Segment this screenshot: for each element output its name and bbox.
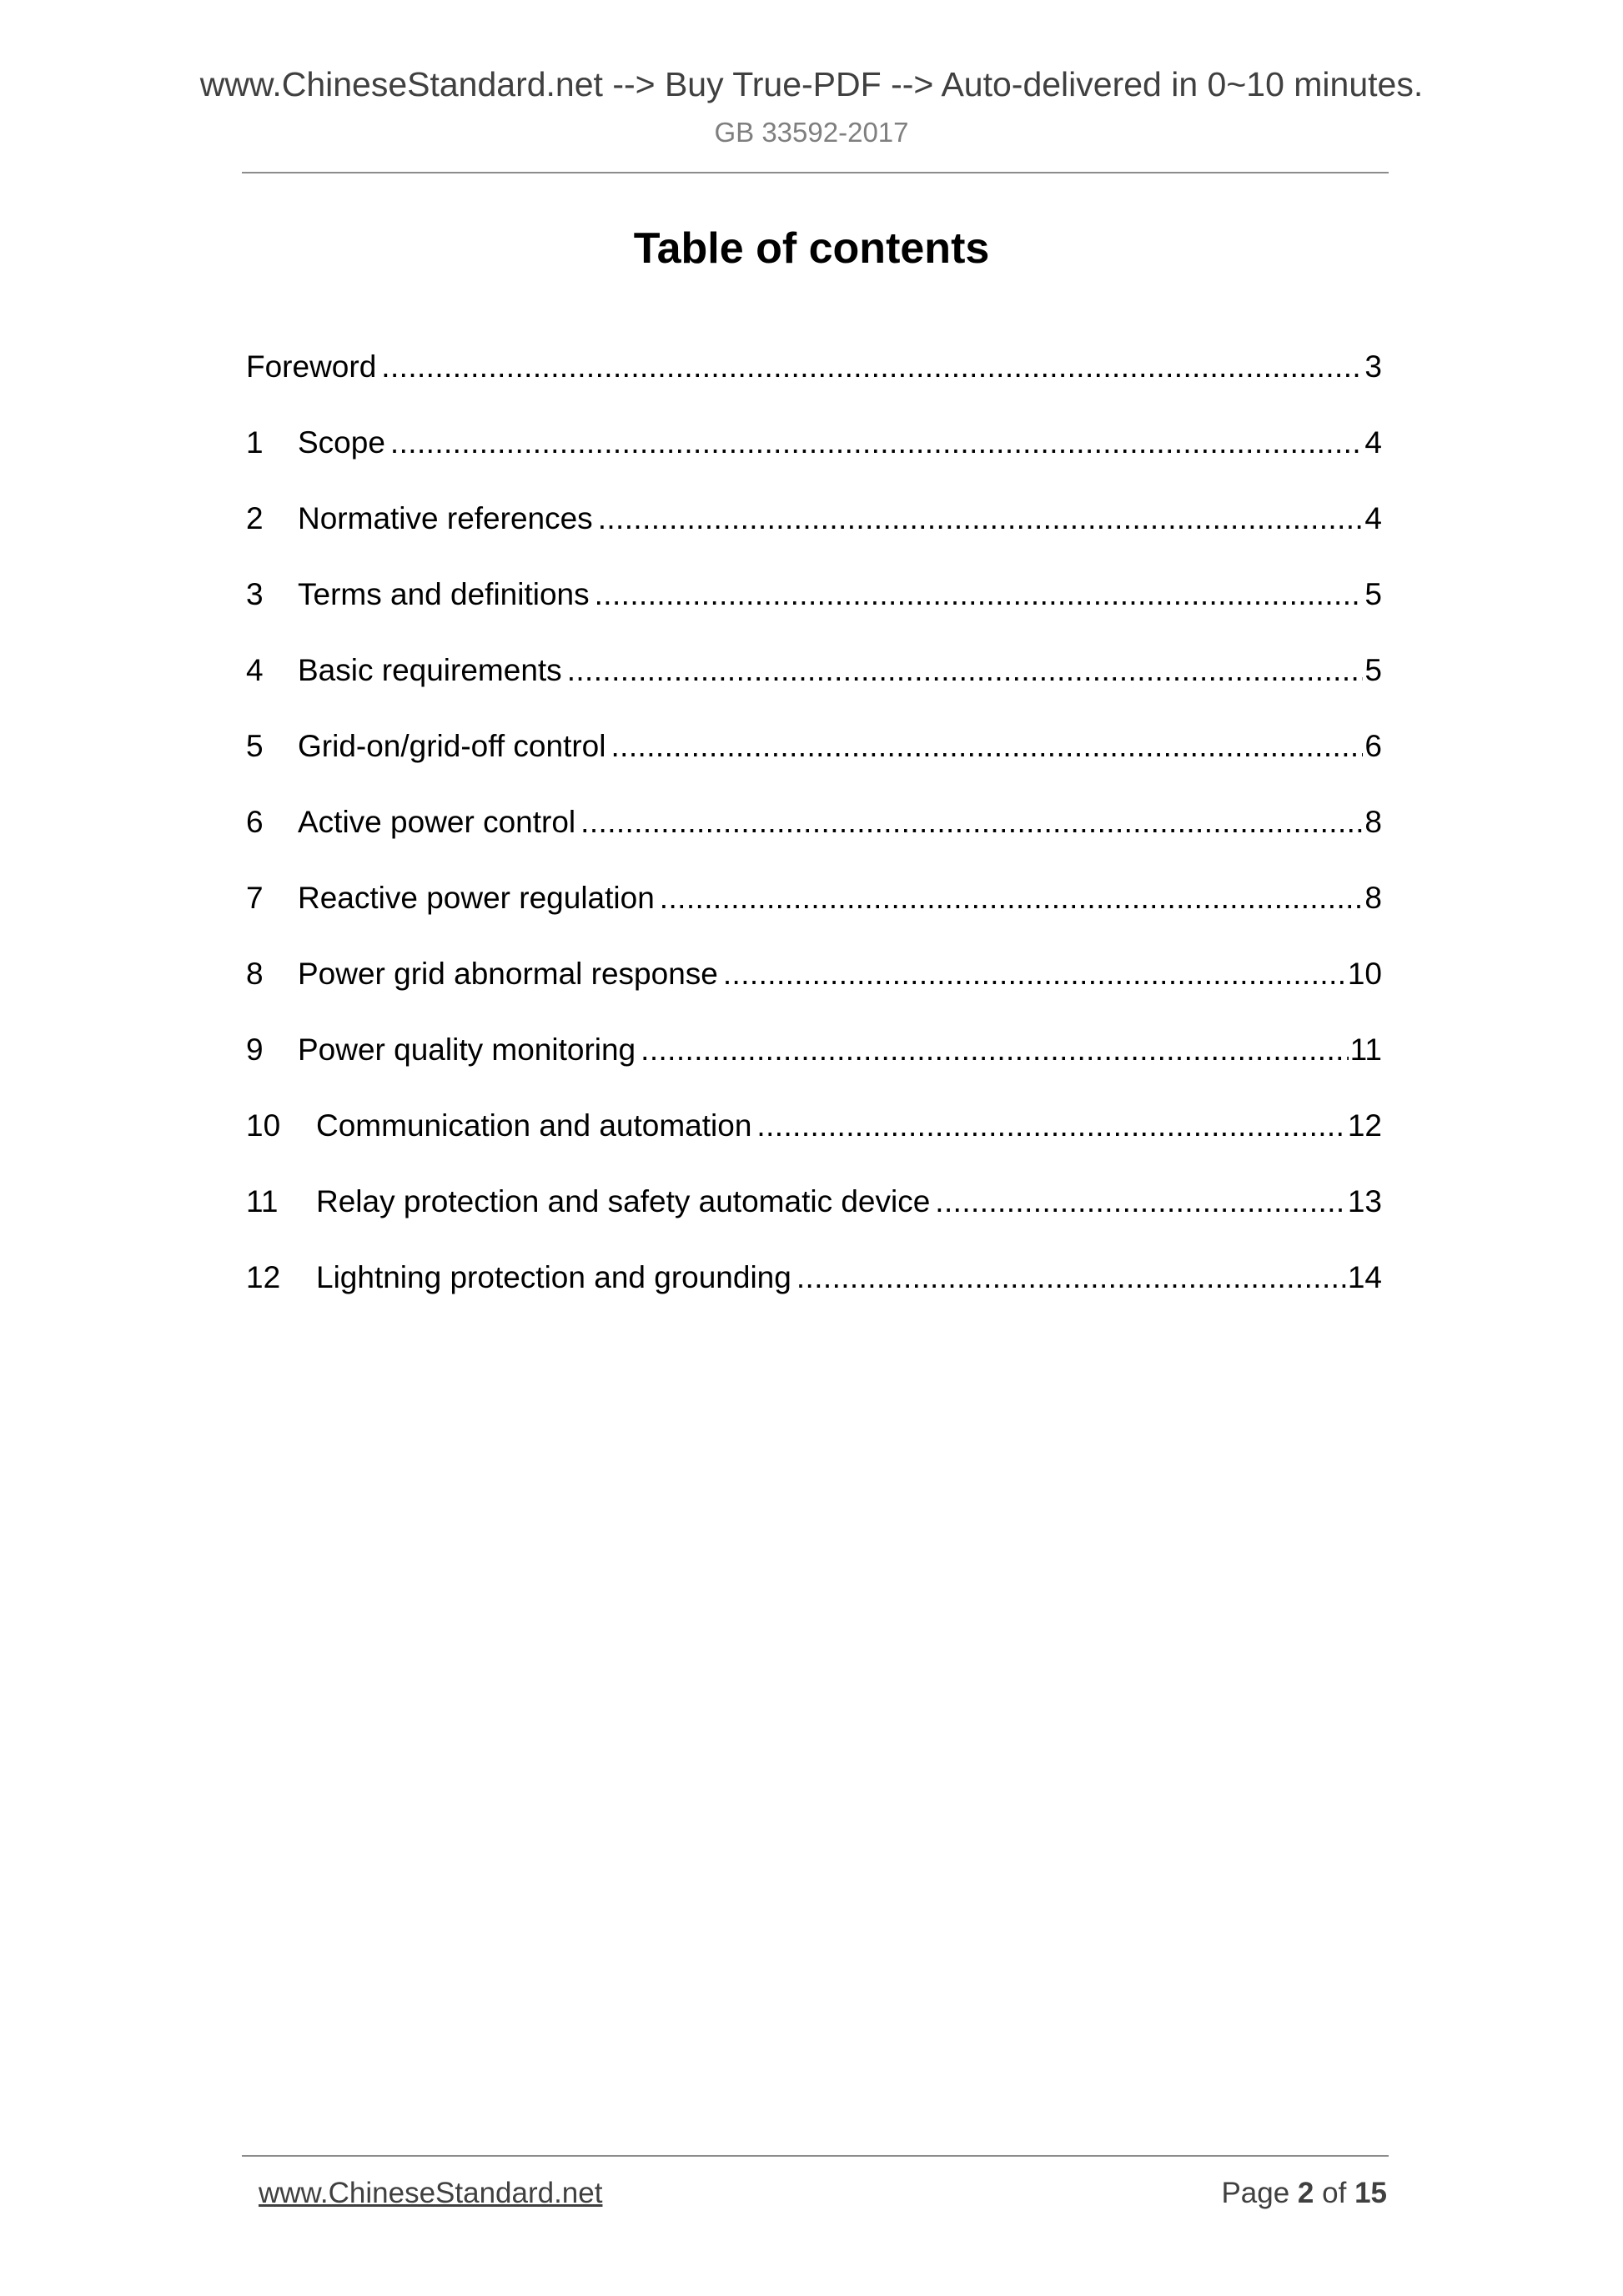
toc-entry-number: 12 [246, 1260, 281, 1294]
toc-entry-basic-requirements[interactable] [246, 652, 1382, 728]
toc-entry-page: 5 [1364, 653, 1382, 687]
toc-entry-page: 8 [1364, 805, 1382, 839]
footer-divider [242, 2155, 1389, 2157]
toc-entry-label: Terms and definitions [298, 577, 590, 611]
toc-entry-label: Basic requirements [298, 653, 562, 687]
toc-dot-leader [595, 576, 1364, 613]
toc-entry-page: 14 [1347, 1260, 1382, 1294]
page-word: Page [1221, 2177, 1290, 2209]
toc-dot-leader [796, 1259, 1346, 1296]
total-page-count: 15 [1354, 2177, 1387, 2209]
toc-entry-number: 9 [246, 1032, 264, 1067]
toc-entry-number: 10 [246, 1108, 281, 1143]
toc-entry-foreword[interactable] [246, 349, 1382, 425]
toc-entry-communication-and-automation[interactable] [246, 1108, 1382, 1183]
toc-entry-lightning-protection[interactable] [246, 1259, 1382, 1335]
standard-id: GB 33592-2017 [714, 117, 909, 148]
toc-entry-page: 10 [1347, 957, 1382, 991]
toc-entry-number: 5 [246, 729, 264, 763]
toc-entry-page: 13 [1347, 1184, 1382, 1218]
toc-entry-page: 12 [1347, 1108, 1382, 1143]
page-of-word: of [1322, 2177, 1347, 2209]
page-title: Table of contents [633, 224, 990, 273]
toc-entry-terms-and-definitions[interactable] [246, 576, 1382, 652]
toc-entry-label: Communication and automation [316, 1108, 752, 1143]
toc-entry-power-quality-monitoring[interactable] [246, 1032, 1382, 1108]
toc-dot-leader [611, 728, 1363, 765]
toc-entry-label: Lightning protection and grounding [316, 1260, 791, 1294]
header-banner: www.ChineseStandard.net --> Buy True-PDF --> Auto-delivered in 0~10 minutes. [199, 65, 1424, 103]
toc-dot-leader [390, 425, 1364, 461]
toc-entry-number: 7 [246, 881, 264, 915]
toc-entry-grid-on-grid-off-control[interactable] [246, 728, 1382, 804]
toc-dot-leader [641, 1032, 1348, 1068]
toc-entry-label: Foreword [246, 349, 377, 384]
toc-list [246, 349, 1382, 1335]
footer-site-link[interactable]: www.ChineseStandard.net [259, 2177, 603, 2209]
toc-entry-number: 3 [246, 577, 264, 611]
toc-dot-leader [598, 500, 1364, 537]
toc-entry-page: 3 [1364, 349, 1382, 384]
toc-entry-label: Relay protection and safety automatic device [316, 1184, 931, 1218]
toc-entry-label: Power quality monitoring [298, 1032, 636, 1067]
current-page-number: 2 [1297, 2177, 1314, 2209]
toc-entry-page: 8 [1364, 881, 1382, 915]
header-divider [242, 172, 1389, 173]
toc-dot-leader [580, 804, 1363, 841]
toc-entry-page: 4 [1364, 425, 1382, 460]
toc-dot-leader [381, 349, 1363, 385]
toc-entry-number: 2 [246, 501, 264, 535]
toc-entry-label: Grid-on/grid-off control [298, 729, 606, 763]
toc-dot-leader [723, 956, 1346, 992]
toc-entry-label: Power grid abnormal response [298, 957, 718, 991]
toc-dot-leader [935, 1183, 1346, 1220]
toc-entry-page: 6 [1364, 729, 1382, 763]
toc-entry-relay-protection[interactable] [246, 1183, 1382, 1259]
toc-entry-label: Normative references [298, 501, 593, 535]
toc-entry-reactive-power-regulation[interactable] [246, 880, 1382, 956]
toc-entry-page: 11 [1349, 1032, 1382, 1067]
toc-dot-leader [567, 652, 1364, 689]
toc-dot-leader [660, 880, 1364, 917]
toc-entry-number: 4 [246, 653, 264, 687]
toc-entry-label: Scope [298, 425, 385, 460]
toc-entry-scope[interactable] [246, 425, 1382, 500]
toc-entry-active-power-control[interactable] [246, 804, 1382, 880]
toc-entry-label: Reactive power regulation [298, 881, 655, 915]
toc-entry-number: 8 [246, 957, 264, 991]
toc-entry-number: 11 [246, 1184, 279, 1218]
toc-dot-leader [756, 1108, 1345, 1144]
toc-entry-number: 6 [246, 805, 264, 839]
toc-entry-page: 5 [1364, 577, 1382, 611]
page-indicator [1221, 2177, 1387, 2210]
toc-entry-power-grid-abnormal-response[interactable] [246, 956, 1382, 1032]
toc-entry-number: 1 [246, 425, 264, 460]
toc-entry-page: 4 [1364, 501, 1382, 535]
toc-entry-label: Active power control [298, 805, 576, 839]
toc-entry-normative-references[interactable] [246, 500, 1382, 576]
